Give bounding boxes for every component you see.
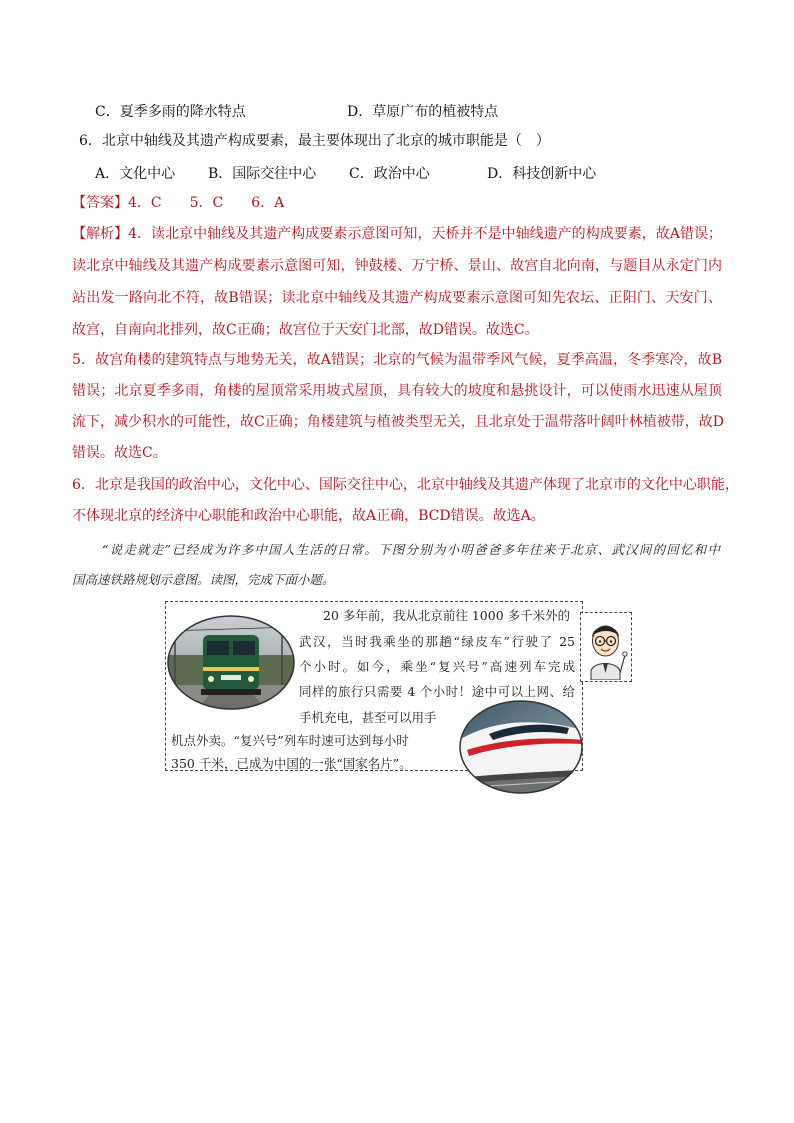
q6-option-d: D．科技创新中心 [487, 166, 597, 182]
analysis-p4-line-4: 故宫，自南向北排列，故C正确；故宫位于天安门北部，故D错误。故选C。 [72, 322, 539, 338]
green-train-image [167, 615, 295, 710]
analysis-p4-text-1: 4．读北京中轴线及其遗产构成要素示意图可知，天桥并不是中轴线遗产的构成要素，故A错误； [128, 226, 723, 242]
answer-line [72, 193, 284, 213]
q6-option-c: C．政治中心 [349, 166, 430, 182]
q6-stem: 6．北京中轴线及其遗产构成要素，最主要体现出了北京的城市职能是（ ） [79, 133, 550, 149]
bullet-train-image [459, 700, 583, 794]
story-line-1: 20 多年前，我从北京前往 1000 多千米外的 [323, 608, 571, 623]
story-line-4: 同样的旅行只需要 4 个小时！途中可以上网、给 [299, 684, 575, 699]
narrator-portrait-frame [580, 612, 632, 682]
story-line-5: 手机充电，甚至可以用手 [299, 710, 437, 725]
analysis-p5-line-3: 流下，减少积水的可能性，故C正确；角楼建筑与植被类型无关，且北京处于温带落叶阔叶林植被带，故D [72, 414, 724, 430]
q6-option-b: B．国际交往中心 [208, 166, 317, 182]
analysis-p4-line-1 [72, 224, 722, 244]
answer-text: 4．C 5．C 6．A [128, 195, 285, 211]
intro-line-2: 国高速铁路规划示意图。读图，完成下面小题。 [72, 572, 335, 587]
analysis-p4-line-3: 站出发一路向北不符，故B错误；读北京中轴线及其遗产构成要素示意图可知先农坛、正阳门、天安门、 [72, 290, 722, 306]
intro-line-1: “说走就走”已经成为许多中国人生活的日常。下图分别为小明爸爸多年往来于北京、武汉间的回忆和中 [102, 542, 720, 557]
analysis-p6-line-1: 6．北京是我国的政治中心，文化中心、国际交往中心，北京中轴线及其遗产体现了北京市的文化中心职能， [72, 477, 739, 493]
analysis-tag: 【解析】 [72, 226, 129, 242]
q6-option-a: A．文化中心 [95, 166, 176, 182]
story-line-2: 武汉，当时我乘坐的那趟“绿皮车”行驶了 25 [299, 634, 575, 649]
answer-tag: 【答案】 [72, 195, 128, 211]
q5-option-c: C．夏季多雨的降水特点 [95, 104, 246, 120]
story-line-7: 350 千米，已成为中国的一张“国家名片”。 [171, 756, 412, 771]
analysis-p5-line-2: 错误；北京夏季多雨，角楼的屋顶常采用坡式屋顶，具有较大的坡度和悬挑设计，可以使雨水迅速从屋顶 [72, 383, 722, 399]
analysis-p6-line-2: 不体现北京的经济中心职能和政治中心职能，故A正确，BCD错误。故选A。 [72, 508, 545, 524]
narrator-portrait [581, 613, 630, 680]
analysis-p5-line-1: 5．故宫角楼的建筑特点与地势无关，故A错误；北京的气候为温带季风气候，夏季高温，冬季寒冷，故B [72, 352, 722, 368]
analysis-p5-line-4: 错误。故选C。 [72, 445, 167, 461]
analysis-p4-line-2: 读北京中轴线及其遗产构成要素示意图可知，钟鼓楼、万宁桥、景山、故宫自北向南，与题目从永定门内 [72, 258, 722, 274]
story-line-3: 个小时。如今，乘坐“复兴号”高速列车完成 [299, 659, 575, 674]
story-line-6: 机点外卖。“复兴号”列车时速可达到每小时 [171, 733, 409, 748]
q5-option-d: D．草原广布的植被特点 [347, 104, 499, 120]
